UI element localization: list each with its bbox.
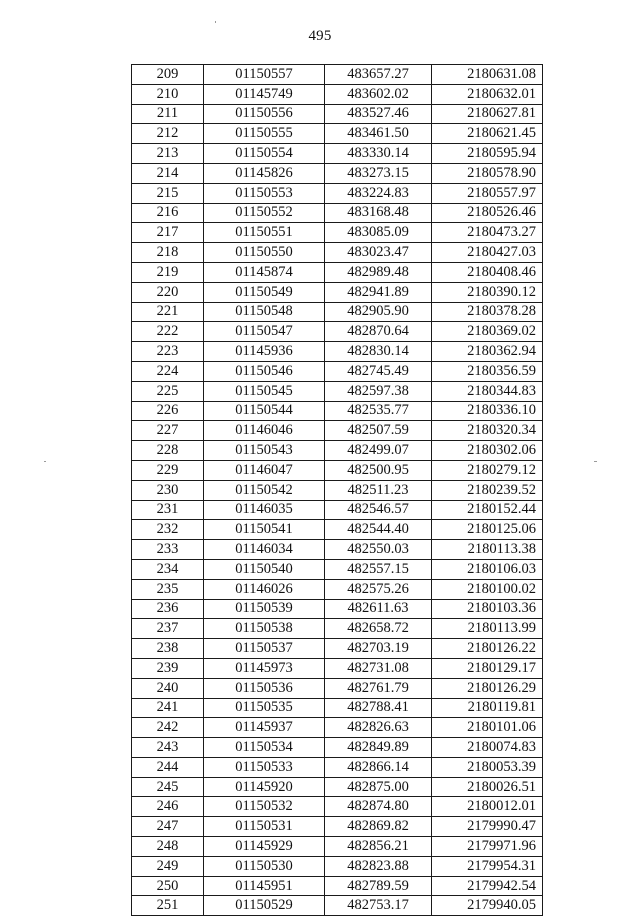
page-number: 495 [308,28,332,44]
point-id-cell: 01150539 [204,599,325,619]
scan-speck [594,461,597,462]
row-number-cell: 232 [132,520,204,540]
row-number-cell: 227 [132,421,204,441]
point-id-cell: 01146046 [204,421,325,441]
x-coordinate-cell: 482830.14 [325,342,432,362]
y-coordinate-cell: 2180578.90 [432,163,543,183]
table-row [132,698,543,718]
y-coordinate-cell: 2180336.10 [432,401,543,421]
y-coordinate-cell: 2180390.12 [432,282,543,302]
point-id-cell: 01150533 [204,757,325,777]
y-coordinate-cell: 2180473.27 [432,223,543,243]
point-id-cell: 01146035 [204,500,325,520]
row-number-cell: 243 [132,738,204,758]
x-coordinate-cell: 482905.90 [325,302,432,322]
table-row [132,639,543,659]
point-id-cell: 01150530 [204,856,325,876]
table-row [132,876,543,896]
row-number-cell: 245 [132,777,204,797]
point-id-cell: 01150550 [204,243,325,263]
y-coordinate-cell: 2180344.83 [432,381,543,401]
x-coordinate-cell: 483273.15 [325,163,432,183]
table-row [132,599,543,619]
table-row [132,322,543,342]
row-number-cell: 217 [132,223,204,243]
row-number-cell: 236 [132,599,204,619]
row-number-cell: 225 [132,381,204,401]
row-number-cell: 241 [132,698,204,718]
x-coordinate-cell: 482500.95 [325,460,432,480]
row-number-cell: 223 [132,342,204,362]
table-row [132,84,543,104]
table-row [132,797,543,817]
point-id-cell: 01146026 [204,579,325,599]
point-id-cell: 01150536 [204,678,325,698]
row-number-cell: 240 [132,678,204,698]
table-row [132,183,543,203]
table-row [132,837,543,857]
point-id-cell: 01150538 [204,619,325,639]
point-id-cell: 01150531 [204,817,325,837]
table-row [132,361,543,381]
x-coordinate-cell: 482753.17 [325,896,432,916]
x-coordinate-cell: 482869.82 [325,817,432,837]
x-coordinate-cell: 482544.40 [325,520,432,540]
row-number-cell: 216 [132,203,204,223]
x-coordinate-cell: 483023.47 [325,243,432,263]
x-coordinate-cell: 483527.46 [325,104,432,124]
row-number-cell: 221 [132,302,204,322]
x-coordinate-cell: 482941.89 [325,282,432,302]
y-coordinate-cell: 2180378.28 [432,302,543,322]
row-number-cell: 251 [132,896,204,916]
point-id-cell: 01145874 [204,262,325,282]
row-number-cell: 249 [132,856,204,876]
x-coordinate-cell: 483330.14 [325,144,432,164]
row-number-cell: 234 [132,559,204,579]
scan-speck [44,461,46,462]
x-coordinate-cell: 482703.19 [325,639,432,659]
x-coordinate-cell: 482789.59 [325,876,432,896]
y-coordinate-cell: 2179990.47 [432,817,543,837]
x-coordinate-cell: 482866.14 [325,757,432,777]
y-coordinate-cell: 2179942.54 [432,876,543,896]
x-coordinate-cell: 482511.23 [325,480,432,500]
point-id-cell: 01146034 [204,540,325,560]
row-number-cell: 246 [132,797,204,817]
row-number-cell: 248 [132,837,204,857]
y-coordinate-cell: 2180631.08 [432,65,543,85]
table-row [132,896,543,916]
y-coordinate-cell: 2180320.34 [432,421,543,441]
x-coordinate-cell: 483085.09 [325,223,432,243]
table-row [132,718,543,738]
row-number-cell: 219 [132,262,204,282]
y-coordinate-cell: 2180557.97 [432,183,543,203]
table-row [132,460,543,480]
point-id-cell: 01150556 [204,104,325,124]
point-id-cell: 01150543 [204,441,325,461]
x-coordinate-cell: 482870.64 [325,322,432,342]
row-number-cell: 242 [132,718,204,738]
table-row [132,282,543,302]
point-id-cell: 01145936 [204,342,325,362]
table-row [132,65,543,85]
point-id-cell: 01145749 [204,84,325,104]
point-id-cell: 01150534 [204,738,325,758]
x-coordinate-cell: 482989.48 [325,262,432,282]
y-coordinate-cell: 2180113.38 [432,540,543,560]
point-id-cell: 01150548 [204,302,325,322]
row-number-cell: 224 [132,361,204,381]
y-coordinate-cell: 2180074.83 [432,738,543,758]
table-row [132,480,543,500]
y-coordinate-cell: 2180621.45 [432,124,543,144]
y-coordinate-cell: 2180152.44 [432,500,543,520]
x-coordinate-cell: 482788.41 [325,698,432,718]
y-coordinate-cell: 2180362.94 [432,342,543,362]
point-id-cell: 01150532 [204,797,325,817]
x-coordinate-cell: 483168.48 [325,203,432,223]
y-coordinate-cell: 2180632.01 [432,84,543,104]
row-number-cell: 230 [132,480,204,500]
row-number-cell: 210 [132,84,204,104]
row-number-cell: 214 [132,163,204,183]
x-coordinate-cell: 482658.72 [325,619,432,639]
point-id-cell: 01150549 [204,282,325,302]
x-coordinate-cell: 482745.49 [325,361,432,381]
table-row [132,738,543,758]
table-row [132,817,543,837]
y-coordinate-cell: 2179954.31 [432,856,543,876]
row-number-cell: 215 [132,183,204,203]
table-row [132,619,543,639]
row-number-cell: 238 [132,639,204,659]
y-coordinate-cell: 2180100.02 [432,579,543,599]
x-coordinate-cell: 482874.80 [325,797,432,817]
y-coordinate-cell: 2180103.36 [432,599,543,619]
point-id-cell: 01145951 [204,876,325,896]
x-coordinate-cell: 482550.03 [325,540,432,560]
row-number-cell: 235 [132,579,204,599]
x-coordinate-cell: 482731.08 [325,658,432,678]
point-id-cell: 01150542 [204,480,325,500]
table-row [132,579,543,599]
point-id-cell: 01150551 [204,223,325,243]
point-id-cell: 01150552 [204,203,325,223]
point-id-cell: 01150553 [204,183,325,203]
y-coordinate-cell: 2180369.02 [432,322,543,342]
row-number-cell: 212 [132,124,204,144]
table-row [132,163,543,183]
point-id-cell: 01150529 [204,896,325,916]
table-row [132,500,543,520]
table-row [132,856,543,876]
point-id-cell: 01150554 [204,144,325,164]
table-row [132,520,543,540]
row-number-cell: 239 [132,658,204,678]
y-coordinate-cell: 2180026.51 [432,777,543,797]
y-coordinate-cell: 2180302.06 [432,441,543,461]
row-number-cell: 209 [132,65,204,85]
row-number-cell: 226 [132,401,204,421]
x-coordinate-cell: 482849.89 [325,738,432,758]
y-coordinate-cell: 2180526.46 [432,203,543,223]
point-id-cell: 01150546 [204,361,325,381]
point-id-cell: 01145973 [204,658,325,678]
x-coordinate-cell: 482856.21 [325,837,432,857]
table-row [132,302,543,322]
table-row [132,658,543,678]
y-coordinate-cell: 2180627.81 [432,104,543,124]
x-coordinate-cell: 482761.79 [325,678,432,698]
coordinates-table [131,64,543,916]
point-id-cell: 01150535 [204,698,325,718]
x-coordinate-cell: 482575.26 [325,579,432,599]
y-coordinate-cell: 2180239.52 [432,480,543,500]
y-coordinate-cell: 2180427.03 [432,243,543,263]
table-row [132,381,543,401]
point-id-cell: 01150537 [204,639,325,659]
row-number-cell: 247 [132,817,204,837]
table-row [132,262,543,282]
x-coordinate-cell: 483224.83 [325,183,432,203]
table-row [132,757,543,777]
point-id-cell: 01150544 [204,401,325,421]
y-coordinate-cell: 2180595.94 [432,144,543,164]
y-coordinate-cell: 2180119.81 [432,698,543,718]
row-number-cell: 244 [132,757,204,777]
y-coordinate-cell: 2180126.22 [432,639,543,659]
y-coordinate-cell: 2180113.99 [432,619,543,639]
y-coordinate-cell: 2179940.05 [432,896,543,916]
table-body [132,65,543,916]
table-row [132,144,543,164]
table-row [132,124,543,144]
row-number-cell: 213 [132,144,204,164]
y-coordinate-cell: 2180106.03 [432,559,543,579]
x-coordinate-cell: 482546.57 [325,500,432,520]
x-coordinate-cell: 482499.07 [325,441,432,461]
table-row [132,421,543,441]
point-id-cell: 01145826 [204,163,325,183]
coordinates-table-container [131,64,542,916]
x-coordinate-cell: 483602.02 [325,84,432,104]
point-id-cell: 01150557 [204,65,325,85]
point-id-cell: 01150555 [204,124,325,144]
x-coordinate-cell: 483657.27 [325,65,432,85]
row-number-cell: 220 [132,282,204,302]
point-id-cell: 01150545 [204,381,325,401]
table-row [132,342,543,362]
y-coordinate-cell: 2180279.12 [432,460,543,480]
row-number-cell: 250 [132,876,204,896]
y-coordinate-cell: 2180356.59 [432,361,543,381]
row-number-cell: 218 [132,243,204,263]
row-number-cell: 222 [132,322,204,342]
x-coordinate-cell: 482826.63 [325,718,432,738]
table-row [132,401,543,421]
table-row [132,441,543,461]
point-id-cell: 01145920 [204,777,325,797]
y-coordinate-cell: 2180053.39 [432,757,543,777]
table-row [132,540,543,560]
y-coordinate-cell: 2180129.17 [432,658,543,678]
row-number-cell: 228 [132,441,204,461]
x-coordinate-cell: 482507.59 [325,421,432,441]
y-coordinate-cell: 2180012.01 [432,797,543,817]
y-coordinate-cell: 2180125.06 [432,520,543,540]
point-id-cell: 01150540 [204,559,325,579]
table-row [132,203,543,223]
x-coordinate-cell: 482535.77 [325,401,432,421]
x-coordinate-cell: 482597.38 [325,381,432,401]
row-number-cell: 233 [132,540,204,560]
x-coordinate-cell: 482611.63 [325,599,432,619]
point-id-cell: 01146047 [204,460,325,480]
x-coordinate-cell: 482823.88 [325,856,432,876]
y-coordinate-cell: 2180126.29 [432,678,543,698]
x-coordinate-cell: 482557.15 [325,559,432,579]
row-number-cell: 237 [132,619,204,639]
point-id-cell: 01150547 [204,322,325,342]
table-row [132,243,543,263]
y-coordinate-cell: 2180408.46 [432,262,543,282]
point-id-cell: 01150541 [204,520,325,540]
table-row [132,678,543,698]
scan-speck [215,21,216,23]
table-row [132,223,543,243]
x-coordinate-cell: 482875.00 [325,777,432,797]
table-row [132,559,543,579]
row-number-cell: 229 [132,460,204,480]
y-coordinate-cell: 2180101.06 [432,718,543,738]
row-number-cell: 231 [132,500,204,520]
y-coordinate-cell: 2179971.96 [432,837,543,857]
point-id-cell: 01145937 [204,718,325,738]
table-row [132,777,543,797]
x-coordinate-cell: 483461.50 [325,124,432,144]
point-id-cell: 01145929 [204,837,325,857]
table-row [132,104,543,124]
row-number-cell: 211 [132,104,204,124]
